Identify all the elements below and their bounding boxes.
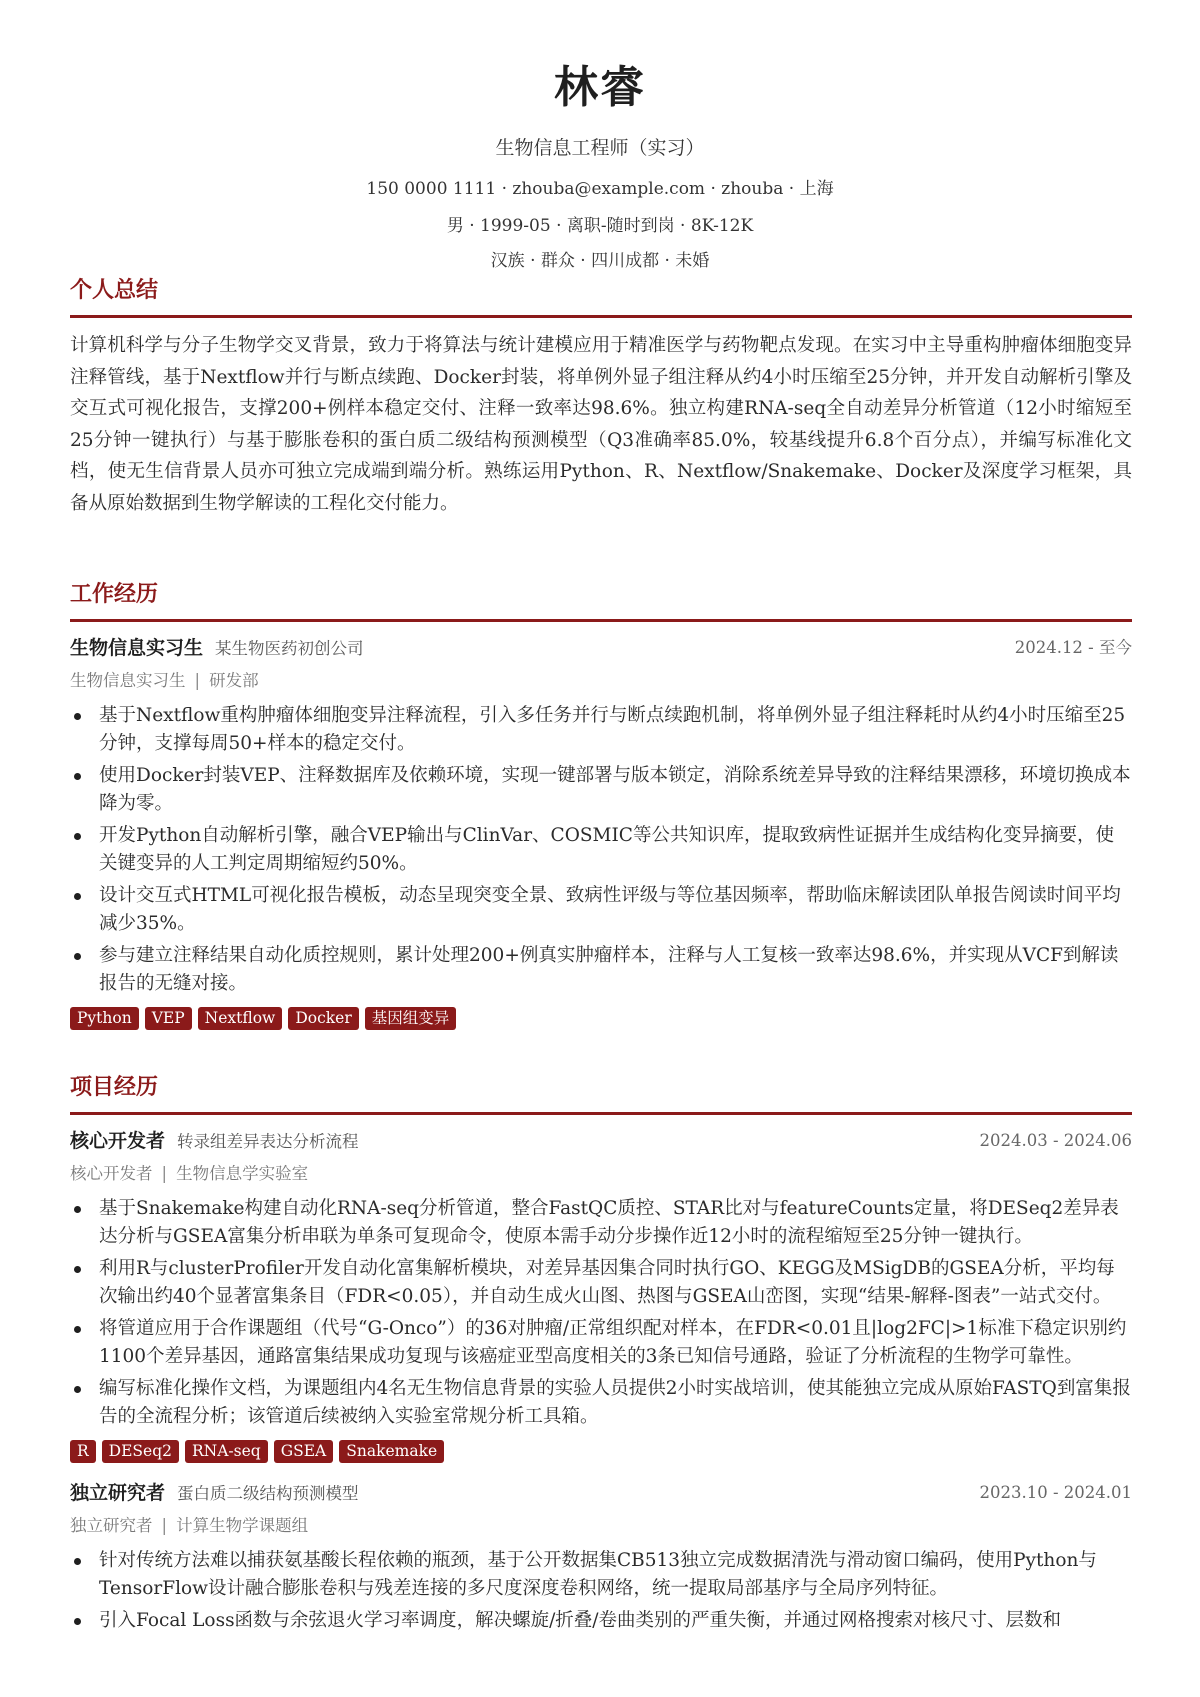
meta-separator: | <box>161 1516 168 1535</box>
section-divider <box>70 619 1132 622</box>
entry-meta <box>70 1161 1132 1187</box>
skill-tag: 基因组变异 <box>365 1007 457 1030</box>
personal-info-line: 男 · 1999-05 · 离职-随时到岗 · 8K-12K <box>446 216 754 236</box>
experience-entry <box>70 1478 1132 1635</box>
skill-tag: R <box>70 1440 96 1463</box>
bullet-item: 开发Python自动解析引擎，融合VEP输出与ClinVar、COSMIC等公共知识库，提取致病性证据并生成结构化变异摘要，使关键变异的人工判定周期缩短约50%。 <box>70 822 1132 877</box>
entry-date: 2024.03 - 2024.06 <box>979 1131 1132 1150</box>
entry-role: 核心开发者 <box>70 1164 153 1183</box>
bullet-item: 编写标准化操作文档，为课题组内4名无生物信息背景的实验人员提供2小时实战培训，使其能独立完成从原始FASTQ到富集报告的全流程分析；该管道后续被纳入实验室常规分析工具箱。 <box>70 1375 1132 1430</box>
bullet-item: 基于Nextflow重构肿瘤体细胞变异注释流程，引入多任务并行与断点续跑机制，将单例外显子组注释耗时从约4小时压缩至25分钟，支撑每周50+样本的稳定交付。 <box>70 702 1132 757</box>
skill-tag: RNA-seq <box>185 1440 268 1463</box>
entry-role: 独立研究者 <box>70 1516 153 1535</box>
bullet-list <box>70 702 1132 997</box>
entry-header <box>70 633 1132 663</box>
skill-tag: DESeq2 <box>102 1440 179 1463</box>
entry-meta <box>70 668 1132 694</box>
meta-separator: | <box>161 1164 168 1183</box>
skill-tag: Snakemake <box>339 1440 444 1463</box>
contact-line: 150 0000 1111 · zhouba@example.com · zhouba · 上海 <box>366 179 834 199</box>
bullet-list <box>70 1547 1132 1635</box>
work-section <box>70 578 1132 1033</box>
skill-tag: VEP <box>145 1007 192 1030</box>
bullet-list <box>70 1195 1132 1430</box>
entry-title: 独立研究者 <box>70 1482 166 1504</box>
section-divider <box>70 1112 1132 1115</box>
skill-tag: Nextflow <box>198 1007 283 1030</box>
bullet-item: 将管道应用于合作课题组（代号“G-Onco”）的36对肿瘤/正常组织配对样本，在FDR<0.01且|log2FC|>1标准下稳定识别约1100个差异基因，通路富集结果成功复现与该癌症亚型高度相关的3条已知信号通路，验证了分析流程的生物学可靠性。 <box>70 1315 1132 1370</box>
background-info-line: 汉族 · 群众 · 四川成都 · 未婚 <box>490 251 710 271</box>
entry-department: 生物信息学实验室 <box>176 1164 309 1183</box>
experience-entry <box>70 633 1132 1033</box>
section-divider <box>70 315 1132 318</box>
entry-date: 2023.10 - 2024.01 <box>979 1483 1132 1502</box>
projects-section <box>70 1071 1132 1640</box>
skill-tags <box>70 1440 1132 1466</box>
section-title: 个人总结 <box>70 277 159 303</box>
bullet-item: 针对传统方法难以捕获氨基酸长程依赖的瓶颈，基于公开数据集CB513独立完成数据清洗与滑动窗口编码，使用Python与TensorFlow设计融合膨胀卷积与残差连接的多尺度深度卷积网络，统一提取局部基序与全局序列特征。 <box>70 1547 1132 1602</box>
entry-header <box>70 1478 1132 1508</box>
candidate-name: 林睿 <box>554 62 646 113</box>
resume-header <box>0 0 1200 273</box>
bullet-item: 设计交互式HTML可视化报告模板，动态呈现突变全景、致病性评级与等位基因频率，帮助临床解读团队单报告阅读时间平均减少35%。 <box>70 882 1132 937</box>
summary-section <box>70 274 1132 519</box>
entry-date: 2024.12 - 至今 <box>1014 638 1132 657</box>
project-entries <box>70 1126 1132 1635</box>
section-title: 工作经历 <box>70 581 159 607</box>
entry-title: 核心开发者 <box>70 1130 166 1152</box>
section-title: 项目经历 <box>70 1074 159 1100</box>
bullet-item: 基于Snakemake构建自动化RNA-seq分析管道，整合FastQC质控、STAR比对与featureCounts定量，将DESeq2差异表达分析与GSEA富集分析串联为单条可复现命令，使原本需手动分步操作近12小时的流程缩短至25分钟一键执行。 <box>70 1195 1132 1250</box>
work-entries <box>70 633 1132 1033</box>
skill-tag: Python <box>70 1007 139 1030</box>
summary-text: 计算机科学与分子生物学交叉背景，致力于将算法与统计建模应用于精准医学与药物靶点发现。在实习中主导重构肿瘤体细胞变异注释管线，基于Nextflow并行与断点续跑、Docker封装，将单例外显子组注释从约4小时压缩至25分钟，并开发自动解析引擎及交互式可视化报告，支撑200+例样本稳定交付、注释一致率达98.6%。独立构建RNA-seq全自动差异分析管道（12小时缩短至25分钟一键执行）与基于膨胀卷积的蛋白质二级结构预测模型（Q3准确率85.0%，较基线提升6.8个百分点），并编写标准化文档，使无生信背景人员亦可独立完成端到端分析。熟练运用Python、R、Nextflow/Snakemake、Docker及深度学习框架，具备从原始数据到生物学解读的工程化交付能力。 <box>70 335 1132 514</box>
meta-separator: | <box>194 671 201 690</box>
bullet-item: 使用Docker封装VEP、注释数据库及依赖环境，实现一键部署与版本锁定，消除系统差异导致的注释结果漂移，环境切换成本降为零。 <box>70 762 1132 817</box>
entry-header <box>70 1126 1132 1156</box>
bullet-item: 利用R与clusterProfiler开发自动化富集解析模块，对差异基因集合同时执行GO、KEGG及MSigDB的GSEA分析，平均每次输出约40个显著富集条目（FDR<0.05），并自动生成火山图、热图与GSEA山峦图，实现“结果-解释-图表”一站式交付。 <box>70 1255 1132 1310</box>
entry-organization: 转录组差异表达分析流程 <box>177 1132 359 1151</box>
skill-tag: GSEA <box>274 1440 334 1463</box>
bullet-item: 引入Focal Loss函数与余弦退火学习率调度，解决螺旋/折叠/卷曲类别的严重失衡，并通过网格搜索对核尺寸、层数和 <box>70 1607 1132 1635</box>
entry-department: 研发部 <box>209 671 259 690</box>
entry-meta <box>70 1513 1132 1539</box>
entry-title: 生物信息实习生 <box>70 637 204 659</box>
entry-department: 计算生物学课题组 <box>176 1516 309 1535</box>
entry-organization: 某生物医药初创公司 <box>215 639 364 658</box>
skill-tags <box>70 1007 1132 1033</box>
skill-tag: Docker <box>288 1007 358 1030</box>
experience-entry <box>70 1126 1132 1466</box>
entry-organization: 蛋白质二级结构预测模型 <box>177 1484 359 1503</box>
bullet-item: 参与建立注释结果自动化质控规则，累计处理200+例真实肿瘤样本，注释与人工复核一致率达98.6%，并实现从VCF到解读报告的无缝对接。 <box>70 942 1132 997</box>
job-title: 生物信息工程师（实习） <box>495 137 705 159</box>
entry-role: 生物信息实习生 <box>70 671 186 690</box>
